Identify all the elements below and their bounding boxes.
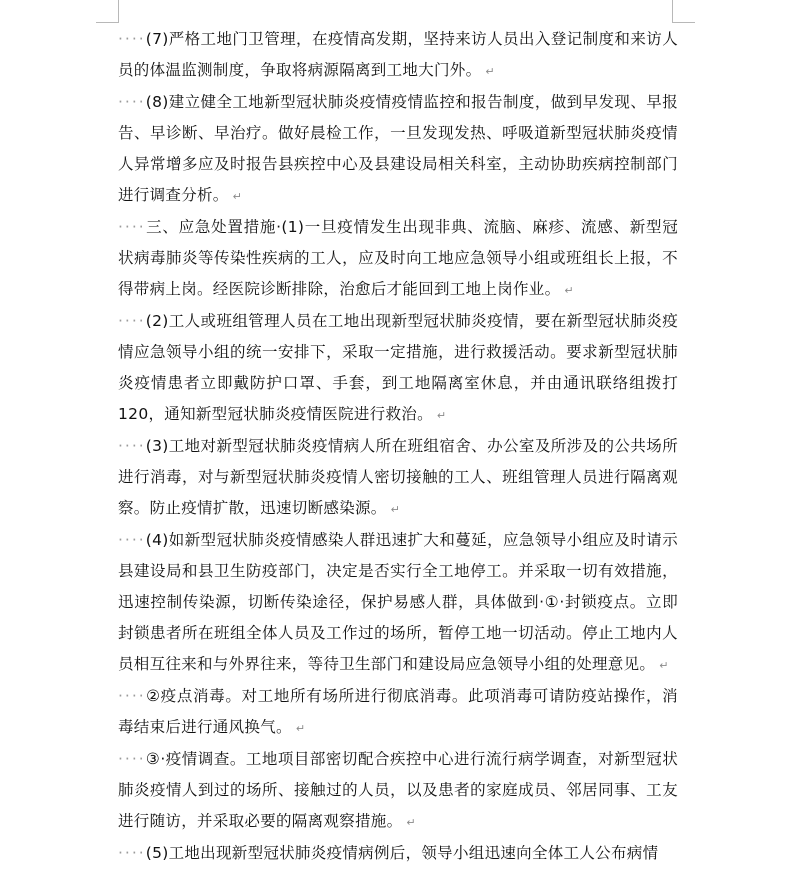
paragraph-mark-icon: ↵ xyxy=(564,284,574,297)
paragraph-text: (7)严格工地门卫管理，在疫情高发期，坚持来访人员出入登记制度和来访人员的体温监测制度，争取将病源隔离到工地大门外。 xyxy=(118,30,678,79)
indent-marker: ···· xyxy=(118,687,146,705)
paragraph-mark-icon: ↵ xyxy=(485,65,495,78)
paragraph-text: ③·疫情调查。工地项目部密切配合疾控中心进行流行病学调查，对新型冠状肺炎疫情人到过的场所、接触过的人员，以及患者的家庭成员、邻居同事、工友进行随访，并采取必要的隔离观察措施。 xyxy=(118,750,678,830)
margin-corner-mark-left xyxy=(96,0,119,23)
paragraph-mark-icon: ↵ xyxy=(406,816,416,829)
indent-marker: ···· xyxy=(118,750,146,768)
paragraph-emergency-measures-5 xyxy=(118,838,678,869)
paragraph-7-gate-management xyxy=(118,24,678,87)
margin-corner-mark-right xyxy=(672,0,695,23)
indent-marker: ···· xyxy=(118,437,146,455)
paragraph-text: (5)工地出现新型冠状肺炎疫情病例后，领导小组迅速向全体工人公布病情 xyxy=(145,844,659,862)
paragraph-text: (2)工人或班组管理人员在工地出现新型冠状肺炎疫情，要在新型冠状肺炎疫情应急领导小组的统一安排下，采取一定措施，进行救援活动。要求新型冠状肺炎疫情患者立即戴防护口罩、手套，到工地隔离室休息，并由通讯联络组拨打120，通知新型冠状肺炎疫情医院进行救治。 xyxy=(118,312,678,423)
paragraph-investigation xyxy=(118,744,678,838)
paragraph-mark-icon: ↵ xyxy=(232,190,243,203)
paragraph-text: 三、应急处置措施·(1)一旦疫情发生出现非典、流脑、麻疹、流感、新型冠状病毒肺炎等传染性疾病的工人，应及时向工地应急领导小组或班组长上报，不得带病上岗。经医院诊断排除，治愈后才能回到工地上岗作业。 xyxy=(118,218,678,298)
indent-marker: ···· xyxy=(118,218,146,236)
paragraph-mark-icon: ↵ xyxy=(390,503,401,516)
indent-marker: ···· xyxy=(118,30,146,48)
paragraph-mark-icon: ↵ xyxy=(659,659,669,672)
paragraph-text: (8)建立健全工地新型冠状肺炎疫情疫情监控和报告制度，做到早发现、早报告、早诊断、早治疗。做好晨检工作，一旦发现发热、呼吸道新型冠状肺炎疫情人异常增多应及时报告县疾控中心及县建设局相关科室，主动协助疾病控制部门进行调查分析。 xyxy=(118,93,678,204)
indent-marker: ···· xyxy=(118,93,146,111)
indent-marker: ···· xyxy=(118,531,146,549)
paragraph-8-monitoring xyxy=(118,87,678,212)
paragraph-emergency-measures-1 xyxy=(118,212,678,306)
paragraph-text: (3)工地对新型冠状肺炎疫情病人所在班组宿舍、办公室及所涉及的公共场所进行消毒，对与新型冠状肺炎疫情人密切接触的工人、班组管理人员进行隔离观察。防止疫情扩散，迅速切断感染源。 xyxy=(118,437,678,517)
paragraph-emergency-measures-3 xyxy=(118,431,678,525)
indent-marker: ···· xyxy=(118,844,146,862)
paragraph-mark-icon: ↵ xyxy=(295,722,306,735)
indent-marker: ···· xyxy=(118,312,146,330)
paragraph-emergency-measures-4 xyxy=(118,525,678,681)
paragraph-text: (4)如新型冠状肺炎疫情感染人群迅速扩大和蔓延，应急领导小组应及时请示县建设局和县卫生防疫部门，决定是否实行全工地停工。并采取一切有效措施，迅速控制传染源，切断传染途径，保护易感人群，具体做到·①·封锁疫点。立即封锁患者所在班组全体人员及工作过的场所，暂停工地一切活动。停止工地内人员相互往来和与外界往来，等待卫生部门和建设局应急领导小组的处理意见。 xyxy=(118,531,678,673)
paragraph-disinfection xyxy=(118,681,678,744)
paragraph-text: ②疫点消毒。对工地所有场所进行彻底消毒。此项消毒可请防疫站操作，消毒结束后进行通风换气。 xyxy=(118,687,678,736)
document-body[interactable] xyxy=(118,24,678,869)
paragraph-mark-icon: ↵ xyxy=(436,409,447,422)
paragraph-emergency-measures-2 xyxy=(118,306,678,431)
